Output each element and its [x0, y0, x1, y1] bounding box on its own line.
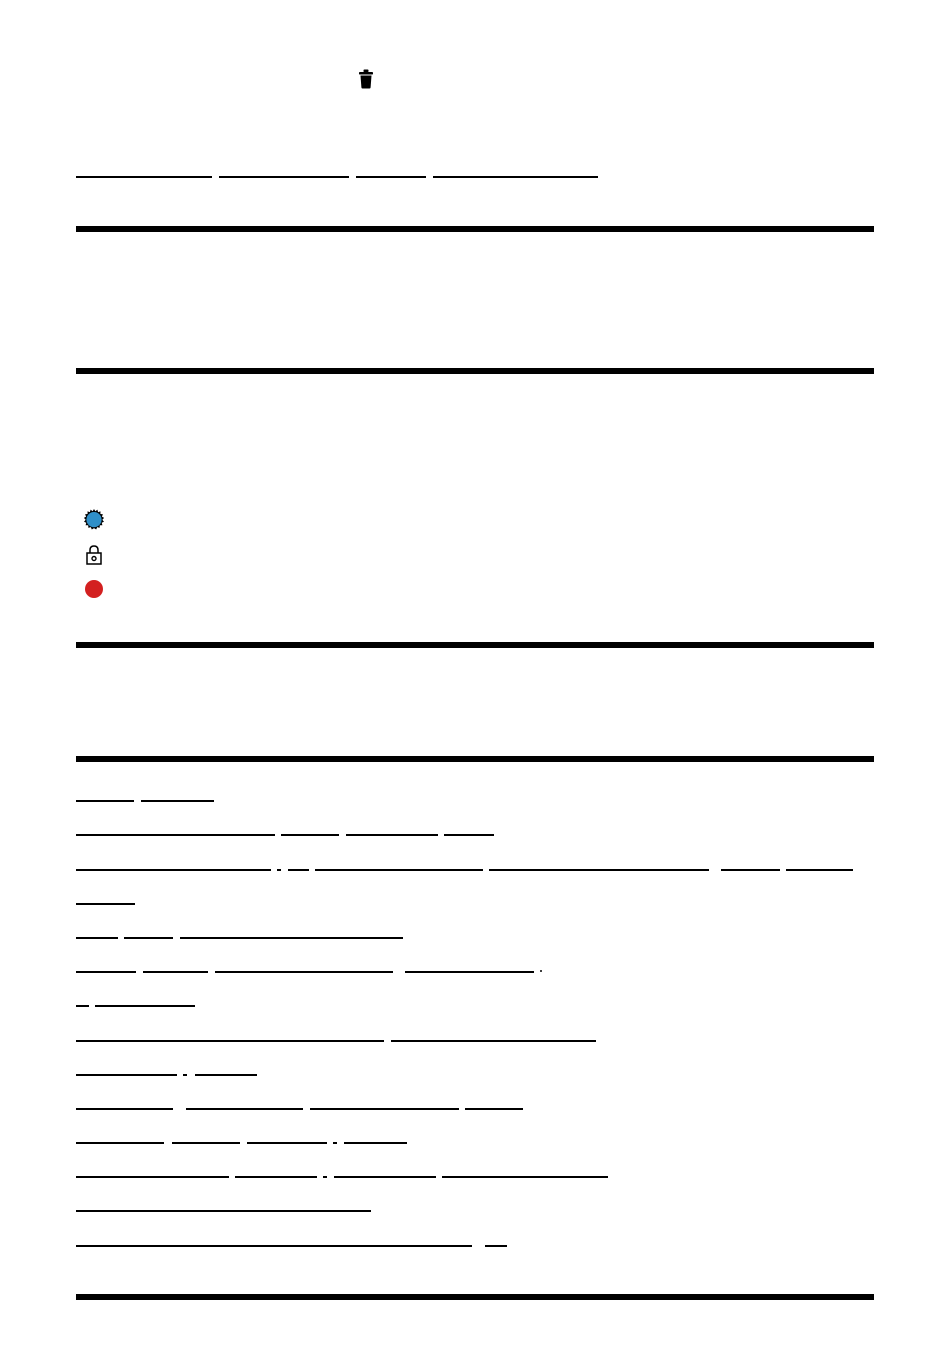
list-link[interactable]	[786, 869, 853, 871]
list-link[interactable]	[76, 1176, 229, 1178]
list-link[interactable]	[277, 869, 281, 871]
section-divider	[76, 368, 874, 374]
list-link[interactable]	[721, 869, 780, 871]
breadcrumb-link[interactable]	[356, 176, 426, 178]
section-divider	[76, 756, 874, 762]
list-link[interactable]	[124, 937, 173, 939]
list-link[interactable]	[76, 834, 275, 836]
list-link[interactable]	[186, 1108, 303, 1110]
list-link[interactable]	[405, 971, 534, 973]
list-link[interactable]	[489, 869, 709, 871]
list-link[interactable]	[391, 1040, 596, 1042]
list-link[interactable]	[465, 1108, 523, 1110]
list-link[interactable]	[180, 937, 403, 939]
list-link[interactable]	[334, 1176, 436, 1178]
breadcrumb-link[interactable]	[76, 176, 212, 178]
separator-dot	[540, 970, 542, 972]
list-link[interactable]	[172, 1142, 240, 1144]
list-link[interactable]	[323, 1176, 327, 1178]
list-link[interactable]	[346, 834, 438, 836]
list-link[interactable]	[183, 1074, 187, 1076]
breadcrumb-link[interactable]	[219, 176, 349, 178]
list-link[interactable]	[288, 869, 309, 871]
list-link[interactable]	[141, 800, 214, 802]
list-link[interactable]	[281, 834, 339, 836]
breadcrumb-link[interactable]	[433, 176, 598, 178]
list-link[interactable]	[76, 1245, 472, 1247]
list-link[interactable]	[315, 869, 483, 871]
list-link[interactable]	[76, 1142, 164, 1144]
list-link[interactable]	[76, 869, 271, 871]
list-link[interactable]	[444, 834, 494, 836]
list-link[interactable]	[76, 1005, 89, 1007]
list-link[interactable]	[247, 1142, 327, 1144]
list-link[interactable]	[76, 1074, 177, 1076]
list-link[interactable]	[442, 1176, 608, 1178]
trash-icon[interactable]	[358, 69, 374, 89]
list-link[interactable]	[485, 1245, 507, 1247]
list-link[interactable]	[235, 1176, 317, 1178]
section-divider	[76, 1294, 874, 1300]
list-link[interactable]	[76, 1210, 371, 1212]
badge-icon	[83, 509, 105, 531]
list-link[interactable]	[195, 1074, 257, 1076]
list-link[interactable]	[143, 971, 208, 973]
list-link[interactable]	[76, 800, 134, 802]
section-divider	[76, 642, 874, 648]
list-link[interactable]	[76, 903, 135, 905]
list-link[interactable]	[76, 1108, 173, 1110]
list-link[interactable]	[333, 1142, 337, 1144]
list-link[interactable]	[215, 971, 393, 973]
section-divider	[76, 226, 874, 232]
record-dot-icon	[83, 578, 105, 600]
list-link[interactable]	[76, 1040, 384, 1042]
list-link[interactable]	[95, 1005, 195, 1007]
list-link[interactable]	[310, 1108, 459, 1110]
list-link[interactable]	[76, 971, 136, 973]
list-link[interactable]	[76, 937, 118, 939]
list-link[interactable]	[344, 1142, 407, 1144]
lock-icon	[83, 544, 105, 566]
